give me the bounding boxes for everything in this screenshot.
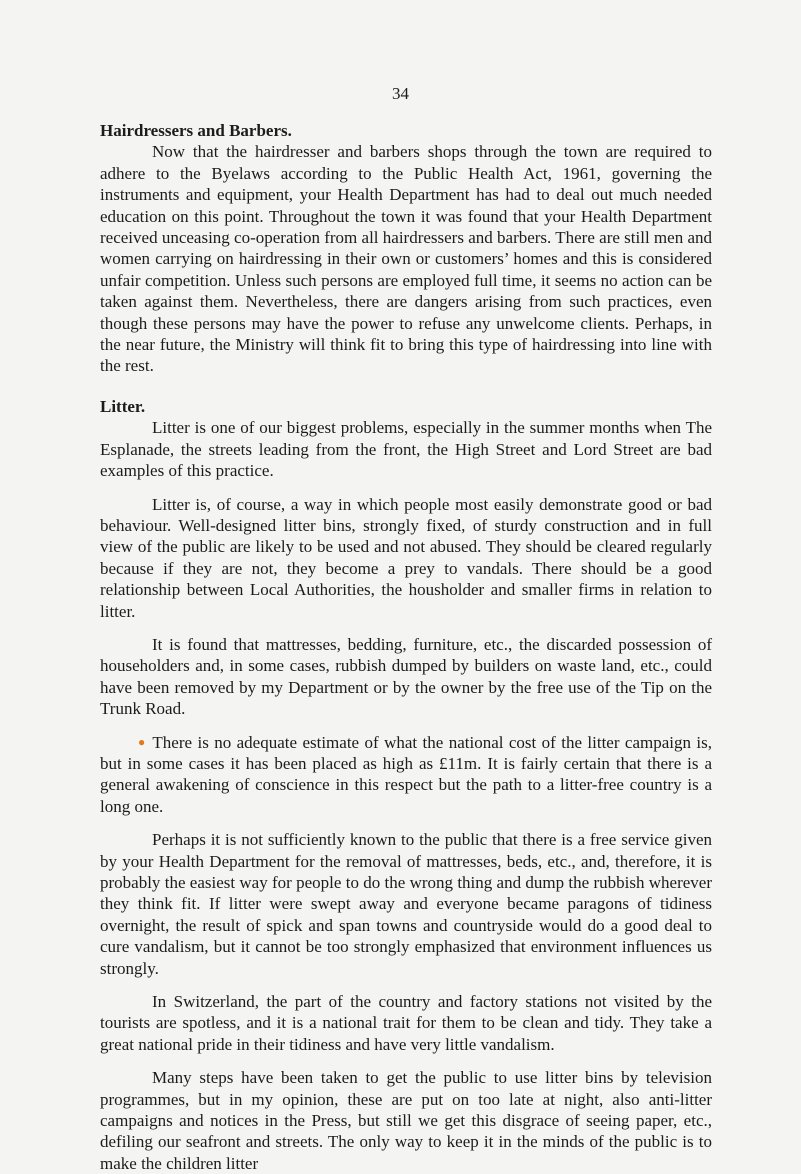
paragraph: Now that the hairdresser and barbers shops through the town are required to adhere to the Byelaws according to the Public Health Act, 1961, governing the instruments and equipment, your Health Department has had to deal out much needed education on this point. Throughout the town it was found that your Health Department received unceasing co-operation from all hairdressers and barbers. There are still men and women carrying on hairdressing in their own or customers’ homes and this is considered unfair competition. Unless such persons are employed full time, it seems no action can be taken against them. Nevertheless, there are dangers arising from such practices, even though these persons may have the power to refuse any unwelcome clients. Perhaps, in the near future, the Ministry will think fit to bring this type of hairdressing into line with the rest. [100, 142, 712, 376]
section-heading: Hairdressers and Barbers. [100, 121, 292, 140]
document-body [100, 120, 712, 1174]
paragraph: Litter is, of course, a way in which people most easily demonstrate good or bad behaviour. Well-designed litter bins, strongly fixed, of sturdy construction and in full view of the public are likely to be used and not abused. They should be cleared regularly because if they are not, they become a prey to vandals. There should be a good relationship between Local Authorities, the housholder and smaller firms in relation to litter. [100, 494, 712, 621]
paragraph: It is found that mattresses, bedding, furniture, etc., the discarded possession of householders and, in some cases, rubbish dumped by builders on waste land, etc., could have been removed by my Department or by the owner by the free use of the Tip on the Trunk Road. [100, 634, 712, 719]
paragraph-text: There is no adequate estimate of what the national cost of the litter campaign is, but in some cases it has been placed as high as £11m. It is fairly certain that there is a general awakening of conscience in this respect but the path to a litter-free country is a long one. [100, 732, 712, 816]
paragraph: Many steps have been taken to get the public to use litter bins by television programmes, but in my opinion, these are put on too late at night, also anti-litter campaigns and notices in the Press, but still we get this disgrace of seeing paper, etc., defiling our seafront and streets. The only way to keep it in the minds of the public is to make the children litter [100, 1068, 712, 1173]
paragraph: Litter is one of our biggest problems, especially in the summer months when The Esplanade, the streets leading from the front, the High Street and Lord Street are bad examples of this practice. [100, 418, 712, 481]
paragraph: Perhaps it is not sufficiently known to the public that there is a free service given by your Health Department for the removal of mattresses, beds, etc., and, therefore, it is probably the easiest way for people to do the wrong thing and dump the rubbish wherever they think fit. If litter were swept away and everyone became paragons of tidiness overnight, the result of spick and span towns and countryside would do a good deal to cure vandalism, but it cannot be too strongly emphasized that environment influences us strongly. [100, 830, 712, 978]
paragraph-flagged [100, 732, 712, 818]
section-heading: Litter. [100, 396, 146, 416]
margin-mark-icon: ● [138, 734, 147, 749]
page-number: 34 [392, 84, 409, 103]
paragraph: In Switzerland, the part of the country and factory stations not visited by the tourists are spotless, and it is a national trait for them to be clean and tidy. They take a great national pride in their tidiness and have very little vandalism. [100, 992, 712, 1054]
section-litter [100, 396, 712, 1174]
section-hairdressers [100, 120, 712, 377]
